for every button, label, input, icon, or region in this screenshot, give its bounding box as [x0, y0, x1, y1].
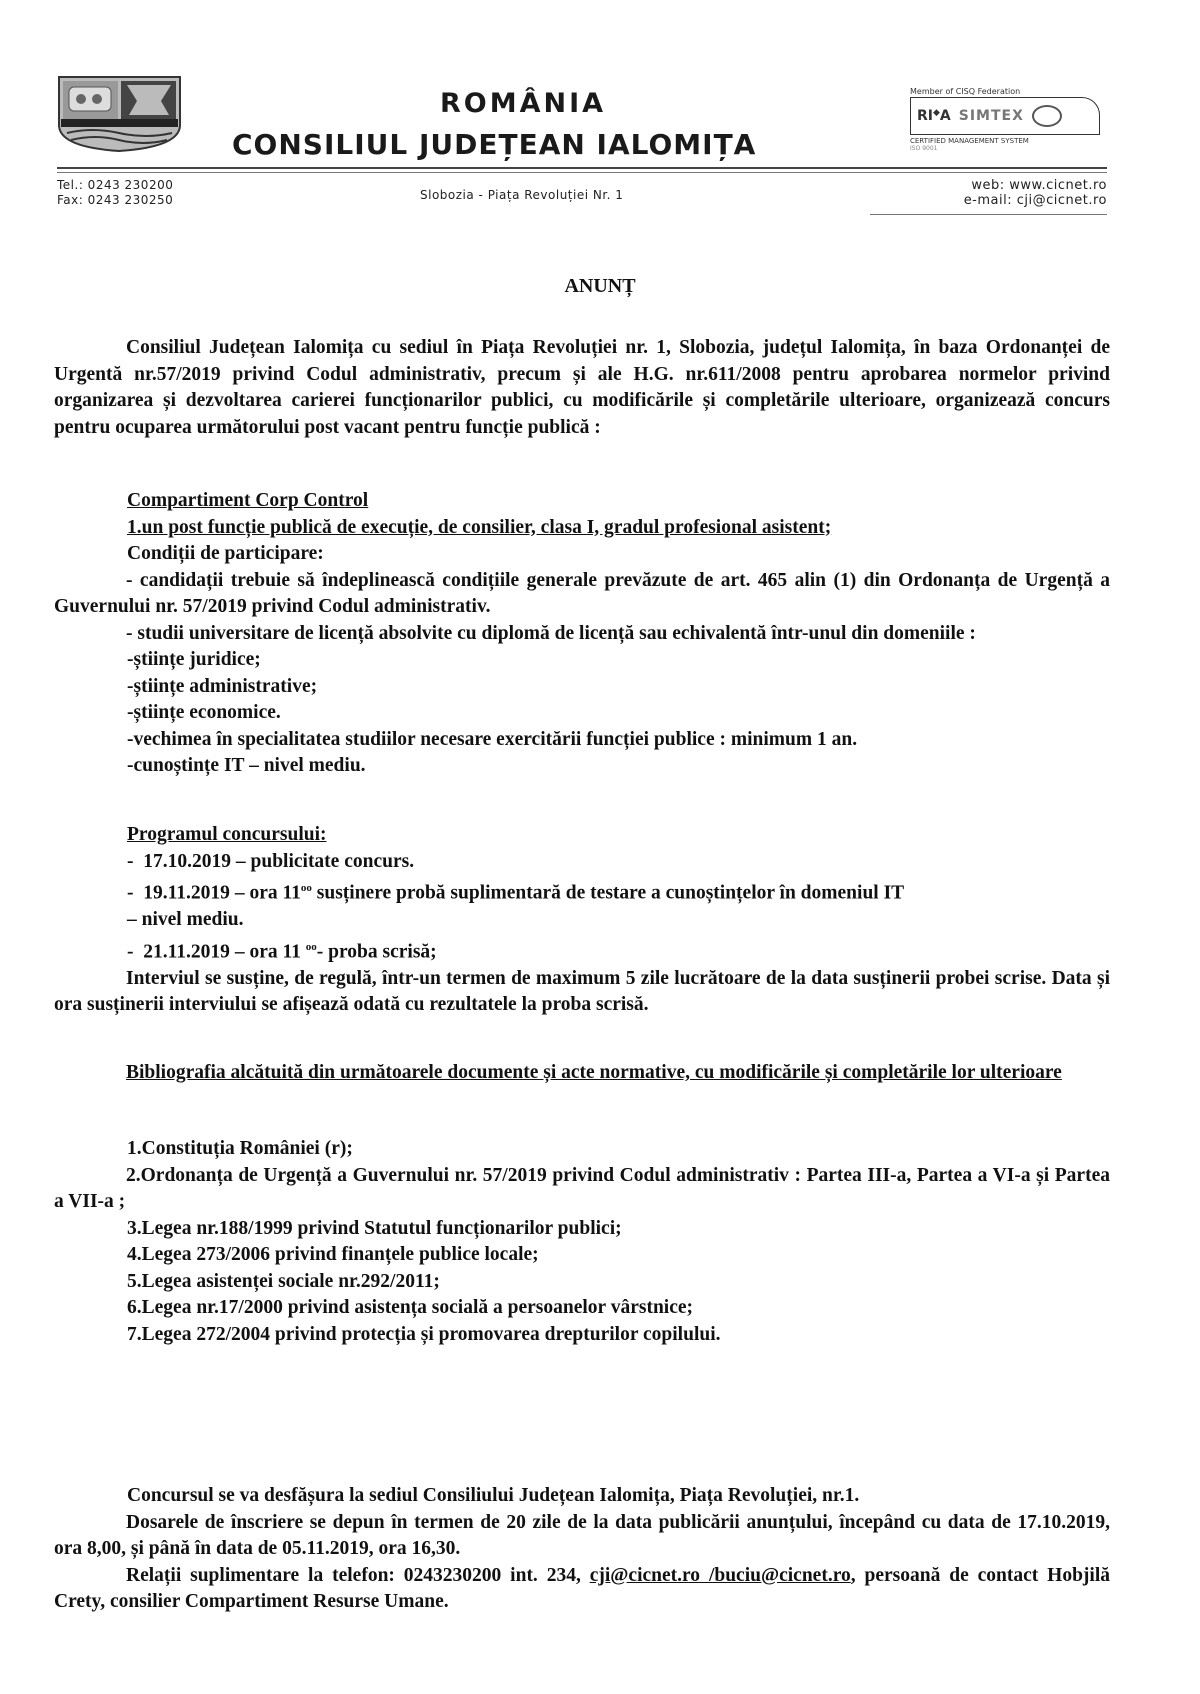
- domain-item: -științe economice.: [127, 702, 281, 723]
- contact-phones: [57, 178, 173, 208]
- cisq-member-text: Member of CISQ Federation: [910, 87, 1021, 96]
- it-skills-requirement: -cunoștințe IT – nivel mediu.: [127, 755, 366, 776]
- certified-management-text: CERTIFIED MANAGEMENT SYSTEM: [910, 137, 1029, 145]
- conditions-heading: Condiții de participare:: [127, 543, 324, 564]
- county-coat-of-arms-icon: [57, 75, 182, 153]
- closing-section: [54, 1483, 1110, 1616]
- venue-note: Concursul se va desfășura la sediul Consiliului Județean Ialomița, Piața Revoluției, nr.1.: [127, 1485, 860, 1506]
- condition-general: - candidații trebuie să îndeplinească condițiile generale prevăzute de art. 465 alin (1) din Ordonanța de Urgență a Guvernului nr. 57/2019 privind Codul administrativ.: [54, 569, 1110, 617]
- schedule-section: [54, 822, 1110, 1019]
- bibliography-item: 2.Ordonanța de Urgență a Guvernului nr. 57/2019 privind Codul administrativ : Partea III-a, Partea a VI-a și Partea a VII-a ;: [54, 1164, 1110, 1212]
- phone-number: Tel.: 0243 230200: [57, 178, 174, 192]
- contact-web: [964, 178, 1107, 208]
- simtex-logo: SIMTEX: [958, 108, 1024, 124]
- contact-email-links[interactable]: cji@cicnet.ro /buciu@cicnet.ro: [589, 1564, 851, 1586]
- interview-note: Interviul se susține, de regulă, într-un termen de maximum 5 zile lucrătoare de la data susținerii probei scrise. Data și ora susținerii interviului se afișează odată cu rezultatele la proba scrisă.: [54, 967, 1110, 1015]
- department-heading: Compartiment Corp Control: [127, 490, 369, 511]
- bibliography-item: 6.Legea nr.17/2000 privind asistența socială a persoanelor vârstnice;: [127, 1297, 694, 1318]
- schedule-item: - 17.10.2019 – publicitate concurs.: [127, 850, 415, 872]
- bibliography-item: 7.Legea 272/2004 privind protecția și promovarea drepturilor copilului.: [127, 1323, 721, 1345]
- header-divider-right: [870, 214, 1107, 215]
- certification-logo: [910, 97, 1100, 135]
- rina-logo: RI◆A: [917, 108, 951, 124]
- condition-studies: - studii universitare de licență absolvite cu diplomă de licență sau echivalentă într-unul din domeniile :: [126, 622, 976, 644]
- bibliography-heading: Bibliografia alcătuită din următoarele documente și acte normative, cu modificările și completările lor ulterioare: [126, 1062, 1062, 1083]
- position-title: 1.un post funcție publică de execuție, de consilier, clasa I, gradul profesional asistent;: [127, 516, 832, 538]
- address: Slobozia - Piața Revoluției Nr. 1: [420, 188, 624, 202]
- header-divider: [57, 167, 1107, 169]
- bibliography-item: 3.Legea nr.188/1999 privind Statutul funcționarilor publici;: [127, 1217, 622, 1239]
- schedule-heading: Programul concursului:: [127, 824, 327, 845]
- intro-paragraph: Consiliul Județean Ialomița cu sediul în Piața Revoluției nr. 1, Slobozia, județul Ialomița, în baza Ordonanței de Urgentă nr.57/2019 privind Codul administrativ, precum și ale H.G. nr.611/2008 pentru aprobarea normelor privind organizarea și dezvoltarea carierei funcționarilor publici, cu modificările și completările ulterioare, organizează concurs pentru ocuparea următorului post vacant pentru funcție publică :: [54, 337, 1110, 438]
- iso-text: ISO 9001: [910, 145, 938, 152]
- institution-title: CONSILIUL JUDEȚEAN IALOMIȚA: [232, 128, 757, 161]
- domain-item: -științe juridice;: [127, 649, 261, 670]
- fax-number: Fax: 0243 230250: [57, 193, 174, 207]
- filing-note: Dosarele de înscriere se depun în termen de 20 zile de la data publicării anunțului, începând cu data de 17.10.2019, ora 8,00, și până în data de 05.11.2019, ora 16,30.: [54, 1511, 1110, 1559]
- bibliography-list: [54, 1136, 1110, 1348]
- country-title: ROMÂNIA: [440, 88, 607, 119]
- schedule-item: - 21.11.2019 – ora 11 $^{oo}$- proba scrisă;: [127, 940, 437, 962]
- website-link[interactable]: web: www.cicnet.ro: [971, 178, 1107, 193]
- schedule-item-continuation: – nivel mediu.: [127, 909, 244, 930]
- bibliography-item: 5.Legea asistenței sociale nr.292/2011;: [127, 1270, 440, 1292]
- email-link[interactable]: e-mail: cji@cicnet.ro: [963, 193, 1107, 208]
- position-section: [54, 488, 1110, 780]
- document-title: ANUNȚ: [564, 275, 636, 297]
- bibliography-item: 4.Legea 273/2006 privind finanțele publice locale;: [127, 1244, 539, 1265]
- bibliography-item: 1.Constituția României (r);: [127, 1138, 353, 1159]
- header-divider-thin: [57, 172, 1107, 173]
- contact-note: Relații suplimentare la telefon: 0243230200 int. 234, cji@cicnet.ro /buciu@cicnet.ro, persoană de contact Hobjilă Crety, consilier Compartiment Resurse Umane.: [54, 1564, 1110, 1612]
- certification-seal-icon: [1032, 105, 1062, 127]
- domain-item: -științe administrative;: [127, 675, 318, 697]
- schedule-item: - 19.11.2019 – ora $11^{oo}$ susținere probă suplimentară de testare a cunoștințelor în domeniul IT: [127, 882, 905, 904]
- seniority-requirement: -vechimea în specialitatea studiilor necesare exercitării funcției publice : minimum 1 an.: [127, 728, 858, 750]
- certification-badge: [910, 87, 1110, 152]
